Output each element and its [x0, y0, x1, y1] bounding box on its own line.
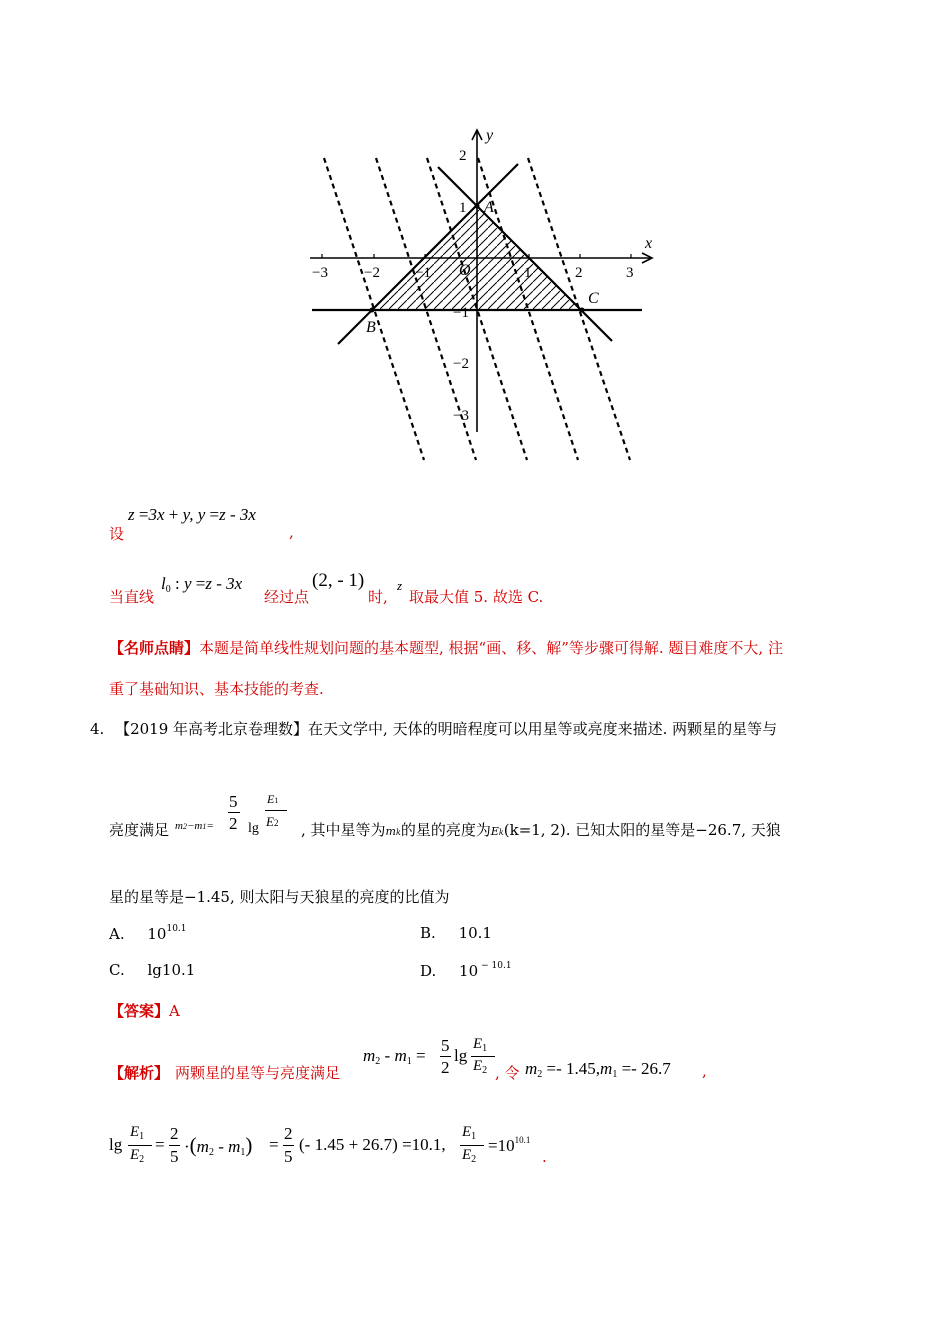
tip-line-1 [109, 637, 783, 658]
solution-line-2-after: 时, [368, 588, 388, 606]
x-tick-neg1: −1 [415, 265, 431, 281]
option-c-label: C. [109, 961, 125, 979]
analysis-let: , 令 [495, 1064, 520, 1082]
y-tick-neg1: −1 [453, 305, 469, 321]
tip-line-2 [109, 678, 324, 699]
x-axis-label: x [645, 235, 653, 252]
solution-line-1-prefix: 设 [109, 525, 125, 543]
solution-formula-z: z =3x + y, y =z - 3x [128, 505, 256, 524]
x-tick-2: 2 [575, 265, 583, 281]
x-tick-neg3: −3 [312, 265, 328, 281]
answer-line [109, 1000, 180, 1021]
x-tick-3: 3 [626, 265, 634, 281]
option-d-base: 10 [459, 962, 479, 980]
solution-line-2-mid: 经过点 [264, 588, 310, 606]
option-a[interactable] [109, 924, 187, 943]
vertex-a-dot [475, 204, 480, 209]
option-c-text: lg10.1 [147, 961, 196, 979]
point-c-label: C [588, 290, 599, 307]
solution-line-1-suffix: , [289, 523, 294, 541]
tip-text-2: 重了基础知识、基本技能的考查. [109, 680, 324, 698]
q4-line-1 [90, 718, 777, 739]
option-a-base: 10 [147, 925, 167, 943]
origin-label: O [459, 262, 471, 279]
q4-stem-3: 星的星等是−1.45, 则太阳与天狼星的亮度的比值为 [109, 888, 450, 906]
analysis-formula-2: lg $E_1$ $E_2$ = 2 5 $\cdot(m_2 - m_1)$ = 2 5 (- 1.45 + 26.7) =10.1, $E_1$ $E_2$ $=10^{10.1}$ [109, 1124, 531, 1166]
y-tick-neg2: −2 [453, 356, 469, 372]
analysis-text: 两颗星的星等与亮度满足 [175, 1064, 341, 1082]
vertex-b-dot [370, 308, 375, 313]
y-tick-2: 2 [459, 148, 467, 164]
analysis-label: 【解析】 [109, 1064, 170, 1082]
solution-point: (2, - 1) [312, 570, 365, 591]
q4-source: 【2019 年高考北京卷理数】 [115, 720, 309, 738]
x-tick-neg2: −2 [364, 265, 380, 281]
solution-z: z [397, 578, 403, 593]
analysis-formula: $m_2 - m_1$ = 5 2 lg $E_1$ $E_2$ [363, 1032, 543, 1088]
option-b-text: 10.1 [458, 924, 492, 942]
x-tick-1: 1 [524, 265, 532, 281]
analysis-values: $m_2 =- 1.45,m_1 =- 26.7$ [525, 1059, 671, 1080]
option-b-label: B. [420, 924, 436, 942]
solution-formula-l0: $l_0$ : y =z - 3x [161, 574, 243, 595]
answer-label: 【答案】 [109, 1002, 170, 1020]
option-b[interactable] [420, 924, 492, 942]
analysis-period: . [542, 1148, 547, 1166]
y-tick-1: 1 [459, 200, 467, 216]
q4-stem-1: 在天文学中, 天体的明暗程度可以用星等或亮度来描述. 两颗星的星等与 [308, 720, 778, 738]
option-d-label: D. [420, 962, 437, 980]
q4-stem-2-prefix: 亮度满足 [109, 821, 170, 839]
option-d-exp: − 10.1 [481, 961, 512, 971]
vertex-c-dot [580, 308, 585, 313]
option-a-label: A. [109, 925, 125, 943]
linear-programming-figure [290, 120, 670, 480]
option-d[interactable] [420, 961, 512, 980]
option-c[interactable] [109, 961, 195, 979]
solution-line-2-prefix: 当直线 [109, 588, 155, 606]
q4-stem-2-mid: , 其中星等为mk的星的亮度为Ek(k=1, 2). 已知太阳的星等是−26.7, 天狼 [301, 821, 781, 839]
answer-value: A [169, 1002, 180, 1020]
option-a-exp: 10.1 [166, 924, 187, 934]
point-b-label: B [366, 319, 376, 336]
q4-line-3 [109, 886, 450, 907]
q4-number: 4. [90, 720, 105, 738]
tip-label: 【名师点睛】 [109, 639, 200, 657]
point-a-label: A [484, 199, 494, 216]
y-tick-neg3: −3 [453, 408, 469, 424]
solution-line-2-end: 取最大值 5. 故选 C. [409, 588, 544, 606]
tip-text-1: 本题是简单线性规划问题的基本题型, 根据“画、移、解”等步骤可得解. 题目难度不大, 注 [199, 639, 783, 657]
analysis-end: , [702, 1062, 707, 1080]
y-axis-label: y [486, 127, 494, 144]
